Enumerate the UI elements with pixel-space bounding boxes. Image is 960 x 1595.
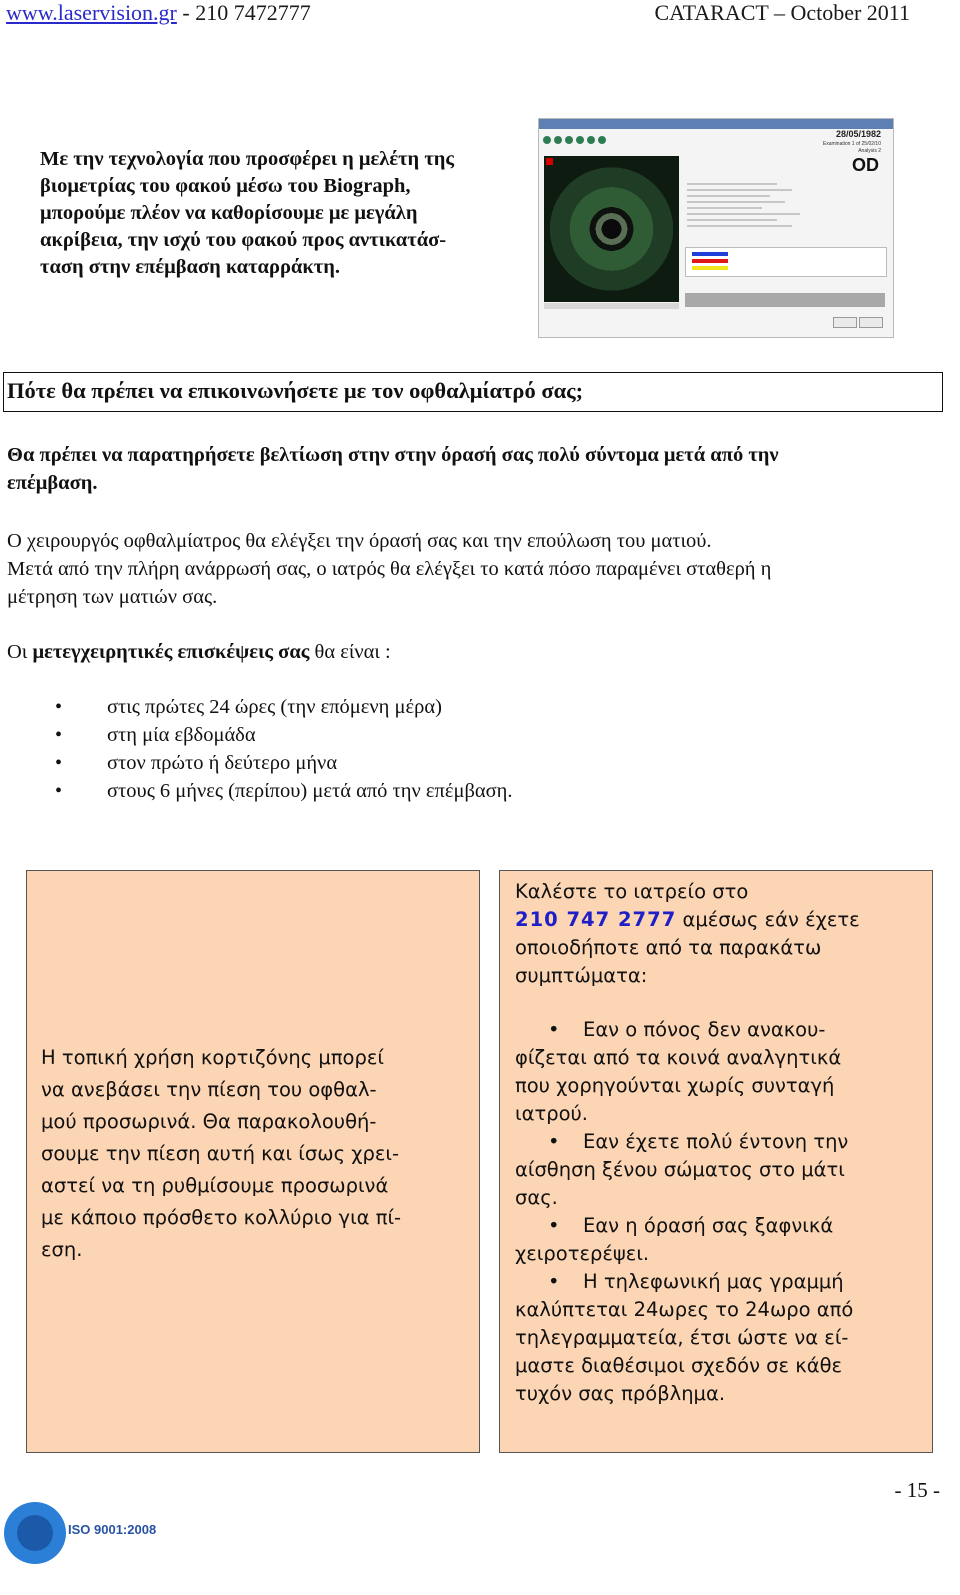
bullet-icon: •: [548, 1270, 560, 1293]
paragraph-line: Θα πρέπει να παρατηρήσετε βελτίωση στην στην όρασή σας πολύ σύντομα μετά από την: [7, 444, 779, 466]
bullet-icon: •: [548, 1214, 560, 1237]
eye-image: [544, 156, 679, 302]
paragraph-line: Μετά από την πλήρη ανάρρωσή σας, ο ιατρός θα ελέγξει το κατά πόσο παραμένει σταθερή η: [7, 558, 772, 580]
patient-date: 28/05/1982: [835, 129, 881, 139]
improvement-paragraph: [7, 441, 779, 497]
intro-paragraph: [40, 146, 520, 281]
average-row: [685, 293, 885, 307]
exam-line: Examination 1 of 25/02/10: [822, 141, 881, 147]
marker-icon: [546, 158, 553, 165]
eye-label: OD: [852, 155, 879, 175]
intro-line: μπορούμε πλέον να καθορίσουμε με μεγάλη: [40, 202, 418, 224]
list-item: • στη μία εβδομάδα: [55, 724, 256, 746]
bullet-icon: •: [548, 1130, 560, 1153]
list-item: • στις πρώτες 24 ώρες (την επόμενη μέρα): [55, 696, 442, 718]
list-item: • στους 6 μήνες (περίπου) μετά από την επέμβαση.: [55, 780, 513, 802]
measurement-table: [685, 247, 887, 277]
window-titlebar: [539, 119, 893, 129]
paragraph-line: Ο χειρουργός οφθαλμίατρος θα ελέγξει την όρασή σας και την επούλωση του ματιού.: [7, 530, 712, 552]
biograph-screenshot: [538, 118, 894, 338]
toolbar-icons: [543, 131, 609, 141]
visits-bold: μετεγχειρητικές επισκέψεις σας: [32, 641, 310, 663]
list-item: • Εαν έχετε πολύ έντονη την: [515, 1128, 853, 1156]
paragraph-line: μέτρηση των ματιών σας.: [7, 586, 218, 608]
intro-line: Με την τεχνολογία που προσφέρει η μελέτη της: [40, 148, 455, 170]
ok-button[interactable]: [833, 317, 857, 328]
call-clinic-intro: Καλέστε το ιατρείο στο 210 747 2777 αμέσως εάν έχετε οποιοδήποτε από τα παρακάτω συμπτώματα:: [515, 880, 860, 987]
intro-line: βιομετρίας του φακού μέσω του Biograph,: [40, 175, 411, 197]
list-item: • Η τηλεφωνική μας γραμμή: [515, 1268, 853, 1296]
image-scrollbar: [544, 303, 679, 309]
bullet-icon: •: [55, 724, 63, 746]
header-title: CATARACT – October 2011: [654, 0, 910, 25]
info-lines: [687, 183, 837, 231]
iso-label: ISO 9001:2008: [68, 1522, 157, 1537]
exam-info: [823, 141, 881, 155]
bullet-icon: •: [55, 780, 63, 802]
clinic-phone[interactable]: 210 747 2777: [515, 908, 677, 931]
certification-seal-icon: [4, 1502, 66, 1564]
cancel-button[interactable]: [859, 317, 883, 328]
visits-intro: Οι μετεγχειρητικές επισκέψεις σας θα είναι :: [7, 641, 391, 663]
page-number: - 15 -: [894, 1478, 940, 1502]
header-phone: - 210 7472777: [176, 0, 311, 25]
intro-line: ακρίβεια, την ισχύ του φακού προς αντικατάσ-: [40, 229, 447, 251]
bullet-icon: •: [55, 696, 63, 718]
website-link[interactable]: www.laservision.gr: [6, 0, 177, 25]
intro-line: ταση στην επέμβαση καταρράκτη.: [40, 256, 340, 278]
paragraph-line: επέμβαση.: [7, 472, 98, 494]
visits-list: [55, 696, 513, 808]
list-item: • στον πρώτο ή δεύτερο μήνα: [55, 752, 338, 774]
exam-line: Analysis 2: [858, 148, 881, 154]
surgeon-paragraph: [7, 527, 771, 611]
symptoms-list: • Εαν ο πόνος δεν ανακου- φίζεται από τα κοινά αναλγητικά που χορηγούνται χωρίς συνταγή ιατρού. • Εαν έχετε πολύ έντονη την αίσθηση ξένου σώματος στο μάτι σας. • Εαν η όρασή σας ξαφνικά χειροτερέψει. • Η τηλεφωνική μας γραμμή καλύπτεται 24ωρες το 24ωρο από τηλεγραμματεία, έτσι ώστε να εί- μαστε διαθέσιμοι σχεδόν σε κάθε τυχόν σας πρόβλημα.: [515, 1018, 854, 1405]
list-item: • Εαν ο πόνος δεν ανακου-: [515, 1016, 853, 1044]
cortisone-note: Η τοπική χρήση κορτιζόνης μπορεί να ανεβάσει την πίεση του οφθαλ- μού προσωρινά. Θα παρακολουθή- σουμε την πίεση αυτή και ίσως χρει- αστεί να τη ρυθμίσουμε προσωρινά με κάποιο πρόσθετο κολλύριο για πί- εση.: [41, 1046, 402, 1261]
question-heading: Πότε θα πρέπει να επικοινωνήσετε με τον οφθαλμίατρό σας;: [7, 378, 584, 403]
bullet-icon: •: [548, 1018, 560, 1041]
bullet-icon: •: [55, 752, 63, 774]
header-left: [6, 0, 311, 26]
list-item: • Εαν η όρασή σας ξαφνικά: [515, 1212, 853, 1240]
